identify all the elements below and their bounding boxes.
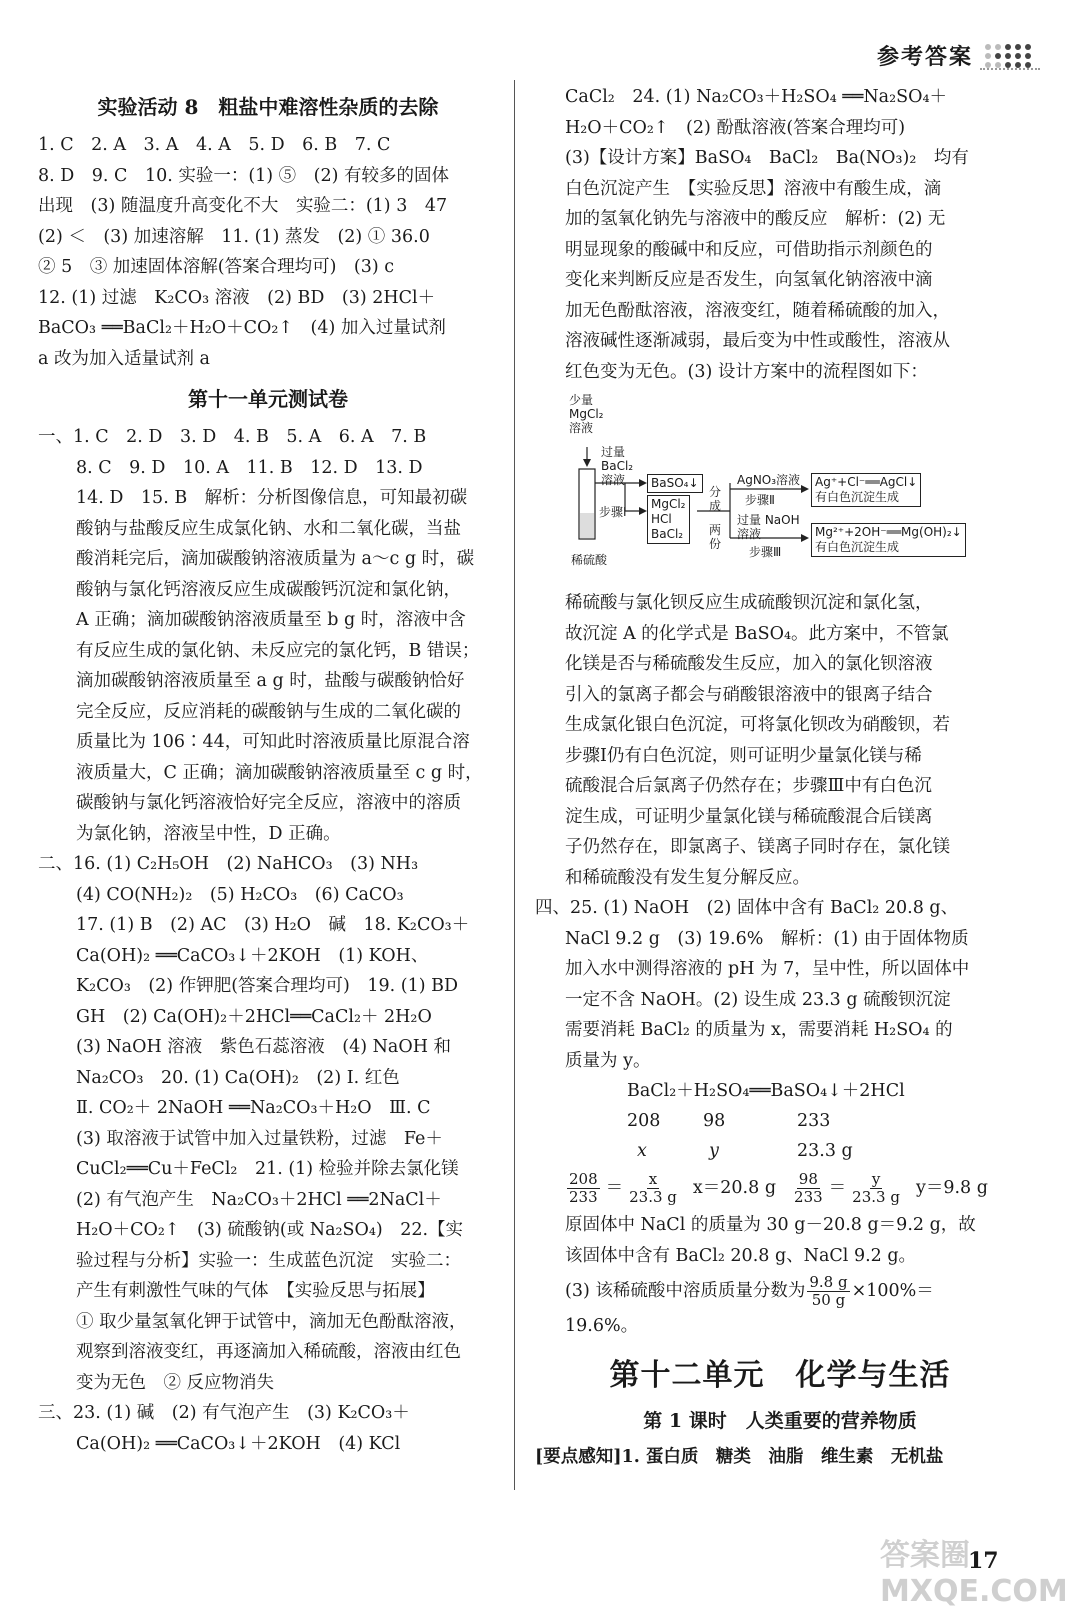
text-line: K₂CO₃ (2) 作钾肥(答案合理均可) 19. (1) BD xyxy=(76,976,458,996)
text-line: Ca(OH)₂ ══CaCO₃↓＋2KOH (1) KOH、 xyxy=(76,945,429,966)
unit11-part1 xyxy=(38,422,498,849)
step3-label: 步骤Ⅲ xyxy=(749,545,782,559)
text-line: 出现 (3) 随温度升高变化不大 实验二：(1) 3 47 xyxy=(38,196,448,216)
header-title: 参考答案 xyxy=(876,44,973,70)
split-label: 分 成 两 份 xyxy=(709,485,722,551)
text-line: 引入的氯离子都会与硝酸银溶液中的银离子结合 xyxy=(565,684,933,705)
text-line: 加无色酚酞溶液，溶液变红，随着稀硫酸的加入， xyxy=(565,300,950,321)
text-line: 子仍然存在，即氯离子、镁离子同时存在，氯化镁 xyxy=(565,837,950,857)
text-line: 一定不含 NaOH。(2) 设生成 23.3 g 硫酸钡沉淀 xyxy=(565,989,951,1010)
text-line: 需要消耗 BaCl₂ 的质量为 x，需要消耗 H₂SO₄ 的 xyxy=(565,1020,953,1040)
text-line: 原固体中 NaCl 的质量为 30 g－20.8 g＝9.2 g，故 xyxy=(565,1215,976,1235)
fraction: $\frac{98}{233}$ xyxy=(794,1169,823,1206)
text-line: H₂O＋CO₂↑ (3) 硫酸钠(或 Na₂SO₄) 22.【实 xyxy=(76,1220,464,1240)
section-title-unit11-test: 第十一单元测试卷 xyxy=(188,387,348,411)
text-line: 滴加碳酸钠溶液质量至 a g 时，盐酸与碳酸钠恰好 xyxy=(76,671,465,691)
text-line: 步骤Ⅰ仍有白色沉淀，则可证明少量氯化镁与稀 xyxy=(565,745,922,766)
step1-label: 步骤Ⅰ xyxy=(599,505,627,519)
left-column xyxy=(38,82,498,1459)
text-line: 17. (1) B (2) AC (3) H₂O 碱 18. K₂CO₃＋ xyxy=(76,915,470,935)
percentage-row: (3) 该稀硫酸中溶质质量分数为 $\frac{9.8 g}{50 g}$ ×100%＝ xyxy=(565,1272,934,1309)
watermark-logo: 答案圈 MXQE.COM xyxy=(880,1538,1068,1609)
step2-label: 步骤Ⅱ xyxy=(745,493,775,507)
fraction: $\frac{y}{23.3 g}$ xyxy=(852,1169,900,1206)
text-line: ② 5 ③ 加速固体溶解(答案合理均可) (3) c xyxy=(38,257,395,277)
text-line: (4) CO(NH₂)₂ (5) H₂CO₃ (6) CaCO₃ xyxy=(76,884,404,905)
text-line: Ca(OH)₂ ══CaCO₃↓＋2KOH (4) KCl xyxy=(76,1433,401,1454)
text-line: 四、25. (1) NaOH (2) 固体中含有 BaCl₂ 20.8 g、 xyxy=(535,898,959,918)
unit11-part2 xyxy=(38,849,498,1398)
key-points-line: [要点感知]1. 蛋白质 糖类 油脂 维生素 无机盐 xyxy=(535,1446,944,1467)
text-line: BaCO₃ ══BaCl₂＋H₂O＋CO₂↑ (4) 加入过量试剂 xyxy=(38,318,446,338)
text-line: 加的氢氧化钠先与溶液中的酸反应 解析：(2) 无 xyxy=(565,209,946,229)
q24-answers xyxy=(565,82,995,387)
column-divider xyxy=(514,80,515,1490)
text-line: 产生有刺激性气味的气体 【实验反思与拓展】 xyxy=(76,1281,435,1301)
text-line: (3) 取溶液于试管中加入过量铁粉，过滤 Fe＋ xyxy=(76,1128,443,1149)
variable-row: x y 23.3 g xyxy=(637,1141,853,1161)
reaction-equation: BaCl₂＋H₂SO₄══BaSO₄↓＋2HCl xyxy=(627,1081,905,1101)
text-line: 1. C 2. A 3. A 4. A 5. D 6. B 7. C xyxy=(38,135,391,155)
text-line: NaCl 9.2 g (3) 19.6% 解析：(1) 由于固体物质 xyxy=(565,928,969,949)
text-line: 生成氯化银白色沉淀，可将氯化钡改为硝酸钡，若 xyxy=(565,715,950,735)
text-line: 该固体中含有 BaCl₂ 20.8 g、NaCl 9.2 g。 xyxy=(565,1245,917,1266)
agno3-label: AgNO₃溶液 xyxy=(737,473,801,487)
text-line: 14. D 15. B 解析：分析图像信息，可知最初碳 xyxy=(76,488,468,508)
reagent-bacl2-label: 过量 BaCl₂ 溶液 xyxy=(601,445,634,487)
flow-diagram xyxy=(565,393,985,578)
text-line: ① 取少量氢氧化钾于试管中，滴加无色酚酞溶液， xyxy=(76,1311,467,1332)
activity8-answers xyxy=(38,130,498,374)
text-line: 酸钠与盐酸反应生成氯化钠、水和二氧化碳，当盐 xyxy=(76,518,461,539)
text-line: (3) NaOH 溶液 紫色石蕊溶液 (4) NaOH 和 xyxy=(76,1037,452,1057)
text-line: 化镁是否与稀硫酸发生反应，加入的氯化钡溶液 xyxy=(565,654,933,674)
text-line: 二、16. (1) C₂H₅OH (2) NaHCO₃ (3) NH₃ xyxy=(38,854,419,874)
result-mgoh2-box: Mg²⁺+2OH⁻══Mg(OH)₂↓ 有白色沉淀生成 xyxy=(811,523,966,557)
text-line: 和稀硫酸没有发生复分解反应。 xyxy=(565,867,810,888)
text-line: 液质量大，C 正确；滴加碳酸钠溶液质量至 c g 时， xyxy=(76,762,483,783)
text-line: GH (2) Ca(OH)₂＋2HCl══CaCl₂＋ 2H₂O xyxy=(76,1006,432,1027)
fraction: $\frac{x}{23.3 g}$ xyxy=(629,1169,677,1206)
dilute-acid-label: 稀硫酸 xyxy=(571,553,608,567)
text-line: A 正确；滴加碳酸钠溶液质量至 b g 时，溶液中含 xyxy=(76,610,466,630)
text-line: 加入水中测得溶液的 pH 为 7，呈中性，所以固体中 xyxy=(565,959,970,979)
text-line: 酸消耗完后，滴加碳酸钠溶液质量为 a～c g 时，碳 xyxy=(76,549,475,569)
text-line: 硫酸混合后氯离子仍然存在；步骤Ⅲ中有白色沉 xyxy=(565,776,932,796)
naoh-label: 过量 NaOH 溶液 xyxy=(737,513,800,541)
text-line: 为氯化钠，溶液呈中性，D 正确。 xyxy=(76,823,341,844)
page-number: 17 xyxy=(968,1548,999,1574)
baso4-box: BaSO₄↓ xyxy=(647,474,703,493)
text-line: 有反应生成的氯化钠、未反应完的氯化钙，B 错误； xyxy=(76,640,480,661)
fraction: $\frac{208}{233}$ xyxy=(569,1169,598,1206)
q25-answers xyxy=(535,893,995,1076)
text-line: 变化来判断反应是否发生，向氢氧化钠溶液中滴 xyxy=(565,270,933,290)
text-line: 三、23. (1) 碱 (2) 有气泡产生 (3) K₂CO₃＋ xyxy=(38,1403,410,1423)
text-line: 白色沉淀产生 【实验反思】溶液中有酸生成，滴 xyxy=(565,178,942,199)
text-line: Na₂CO₃ 20. (1) Ca(OH)₂ (2) Ⅰ. 红色 xyxy=(76,1067,400,1088)
text-line: CaCl₂ 24. (1) Na₂CO₃＋H₂SO₄ ══Na₂SO₄＋ xyxy=(565,87,947,107)
page-header xyxy=(877,40,1032,71)
text-line: 一、1. C 2. D 3. D 4. B 5. A 6. A 7. B xyxy=(38,427,427,447)
text-line: 红色变为无色。(3) 设计方案中的流程图如下： xyxy=(565,361,928,382)
text-line: 稀硫酸与氯化钡反应生成硫酸钡沉淀和氯化氢， xyxy=(565,593,933,613)
molar-mass-row: 208 98 233 xyxy=(627,1111,831,1131)
section-title-activity8: 实验活动 8 粗盐中难溶性杂质的去除 xyxy=(97,95,439,119)
q24-explanation xyxy=(565,588,995,893)
text-line: 质量比为 106∶44，可知此时溶液质量比原混合溶 xyxy=(76,732,470,752)
text-line: 8. D 9. C 10. 实验一：(1) ⑤ (2) 有较多的固体 xyxy=(38,165,450,186)
text-line: 19.6%。 xyxy=(565,1316,639,1336)
text-line: 明显现象的酸碱中和反应，可借助指示剂颜色的 xyxy=(565,239,933,260)
unit11-part3 xyxy=(38,1398,498,1459)
text-line: 完全反应，反应消耗的碳酸钠与生成的二氧化碳的 xyxy=(76,701,461,722)
text-line: CuCl₂══Cu＋FeCl₂ 21. (1) 检验并除去氯化镁 xyxy=(76,1159,459,1179)
lesson1-title: 第 1 课时 人类重要的营养物质 xyxy=(643,1409,917,1432)
proportion-row: $\frac{208}{233}$ ＝ $\frac{x}{23.3 g}$ x＝20.8 g $\frac{98}{233}$ ＝ $\frac{y}{23.3 g}$ y＝9.8 g xyxy=(569,1169,988,1206)
text-line: 溶液碱性逐渐减弱，最后变为中性或酸性，溶液从 xyxy=(565,331,950,351)
unit12-title: 第十二单元 化学与生活 xyxy=(609,1357,951,1393)
text-line: (2) ＜ (3) 加速溶解 11. (1) 蒸发 (2) ① 36.0 xyxy=(38,226,430,247)
text-line: 质量为 y。 xyxy=(565,1050,651,1071)
fraction: $\frac{9.8 g}{50 g}$ xyxy=(809,1272,848,1309)
result-agcl-box: Ag⁺+Cl⁻══AgCl↓ 有白色沉淀生成 xyxy=(811,473,921,507)
header-rule xyxy=(980,68,1040,70)
text-line: Ⅱ. CO₂＋ 2NaOH ══Na₂CO₃＋H₂O Ⅲ. C xyxy=(76,1098,431,1118)
text-line: 淀生成，可证明少量氯化镁与稀硫酸混合后镁离 xyxy=(565,806,933,827)
text-line: 酸钠与氯化钙溶液反应生成碳酸钙沉淀和氯化钠， xyxy=(76,579,461,600)
header-dots-icon xyxy=(985,44,1032,68)
text-line: (3)【设计方案】BaSO₄ BaCl₂ Ba(NO₃)₂ 均有 xyxy=(565,148,969,168)
text-line: 故沉淀 A 的化学式是 BaSO₄。此方案中，不管氯 xyxy=(565,623,949,644)
text-line: 碳酸钠与氯化钙溶液恰好完全反应，溶液中的溶质 xyxy=(76,793,461,813)
reagent-mgcl2-label: 少量 MgCl₂ 溶液 xyxy=(569,393,604,435)
text-line: (2) 有气泡产生 Na₂CO₃＋2HCl ══2NaCl＋ xyxy=(76,1189,442,1210)
text-line: a 改为加入适量试剂 a xyxy=(38,348,210,369)
text-line: H₂O＋CO₂↑ (2) 酚酞溶液(答案合理均可) xyxy=(565,117,906,138)
text-line: 变为无色 ② 反应物消失 xyxy=(76,1372,275,1393)
text-line: 8. C 9. D 10. A 11. B 12. D 13. D xyxy=(76,457,423,478)
text-line: 12. (1) 过滤 K₂CO₃ 溶液 (2) BD (3) 2HCl＋ xyxy=(38,287,436,308)
text-line: 观察到溶液变红，再逐滴加入稀硫酸，溶液由红色 xyxy=(76,1342,461,1362)
mixture-box: MgCl₂ HCl BaCl₂ xyxy=(647,495,690,544)
text-line: 验过程与分析】实验一：生成蓝色沉淀 实验二： xyxy=(76,1250,461,1271)
right-column xyxy=(535,82,995,1472)
